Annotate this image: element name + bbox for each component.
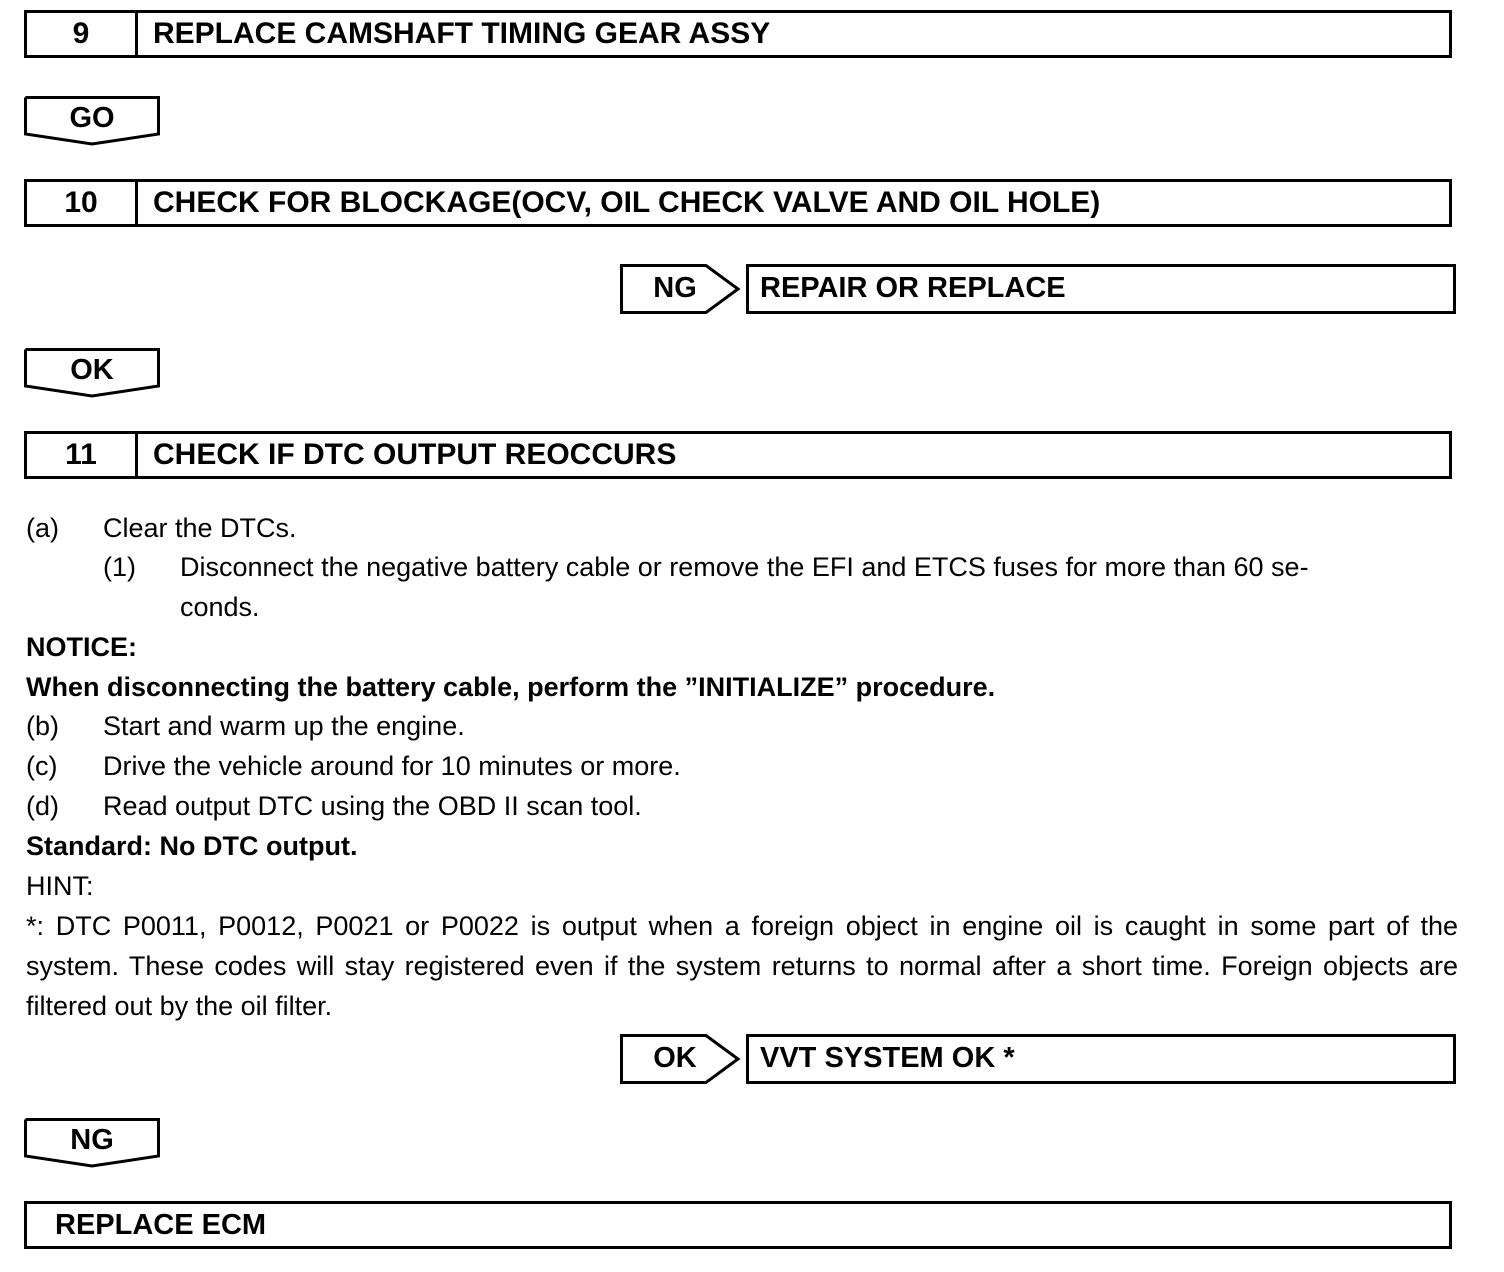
ng-label: NG	[70, 1124, 114, 1156]
go-down-arrow	[24, 96, 160, 148]
final-action-box	[24, 1201, 1452, 1249]
step-number: 10	[27, 182, 138, 224]
procedure-item-c	[26, 746, 681, 786]
standard-text: Standard: No DTC output.	[26, 831, 358, 861]
item-label: (1)	[103, 552, 136, 582]
ng-label: NG	[653, 272, 697, 304]
ng-side-branch	[620, 264, 1456, 314]
ok-side-branch	[620, 1034, 1456, 1084]
ok-down-arrow	[24, 348, 160, 400]
hint-title: HINT:	[26, 871, 94, 901]
ng-result: REPAIR OR REPLACE	[760, 272, 1066, 304]
item-label: (a)	[26, 513, 59, 543]
notice-text: When disconnecting the battery cable, perform the ”INITIALIZE” procedure.	[26, 672, 996, 702]
final-action-text: REPLACE ECM	[55, 1209, 267, 1241]
ok-label: OK	[70, 354, 114, 386]
item-text: Start and warm up the engine.	[103, 711, 465, 741]
item-text: Drive the vehicle around for 10 minutes or more.	[103, 751, 681, 781]
step-title: CHECK IF DTC OUTPUT REOCCURS	[153, 438, 677, 471]
step-number: 11	[27, 434, 138, 476]
procedure-item-d	[26, 786, 642, 826]
procedure-item-a1-text-2: conds.	[180, 592, 260, 622]
ng-down-arrow	[24, 1118, 160, 1170]
go-label: GO	[69, 102, 115, 134]
step-number: 9	[27, 13, 138, 55]
procedure-item-a1-text-1: Disconnect the negative battery cable or remove the EFI and ETCS fuses for more than 60 se-	[180, 552, 1309, 582]
item-text: Read output DTC using the OBD II scan tool.	[103, 791, 642, 821]
step-9-header	[24, 10, 1452, 58]
step-title: CHECK FOR BLOCKAGE(OCV, OIL CHECK VALVE AND OIL HOLE)	[153, 186, 1101, 219]
ok-label: OK	[653, 1042, 697, 1074]
procedure-item-b	[26, 706, 465, 746]
step-title: REPLACE CAMSHAFT TIMING GEAR ASSY	[153, 17, 771, 50]
item-text: Clear the DTCs.	[103, 513, 297, 543]
item-label: (c)	[26, 751, 58, 781]
procedure-item-a	[26, 508, 297, 548]
item-label: (b)	[26, 711, 59, 741]
hint-text: *: DTC P0011, P0012, P0021 or P0022 is output when a foreign object in engine oil is caught in some part of the system. These codes will stay registered even if the system returns to normal after a short time. Foreign objects are filtered out by the oil filter.	[26, 911, 1458, 1021]
procedure-item-a1	[103, 547, 136, 587]
item-label: (d)	[26, 791, 59, 821]
step-11-header	[24, 431, 1452, 479]
notice-title: NOTICE:	[26, 632, 137, 662]
step-10-header	[24, 179, 1452, 227]
ok-result: VVT SYSTEM OK *	[760, 1042, 1015, 1074]
